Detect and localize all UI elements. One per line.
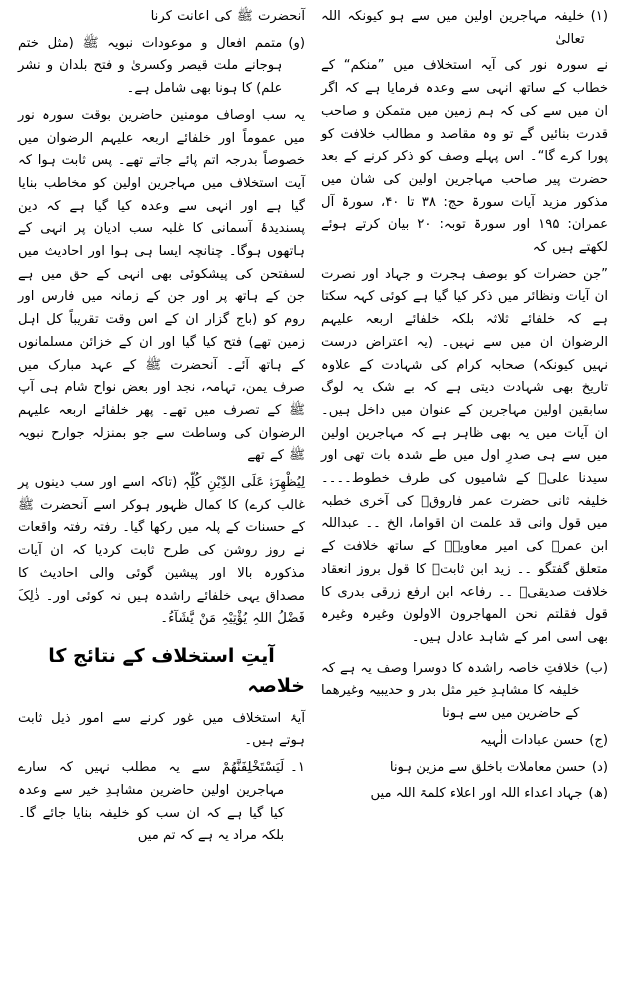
paragraph-text: خلیفہ مہاجرین اولین میں سے ہو کیونکہ اللہ تعالیٰ: [321, 9, 585, 47]
column-left: [10, 6, 313, 980]
list-marker: ۱۔: [290, 760, 305, 776]
paragraph-text: جہاد اعداء اللہ اور اعلاء کلمۃ اللہ میں: [370, 786, 583, 802]
paragraph-block: [321, 730, 608, 753]
paragraph-text: حسن معاملات باخلق سے مزین ہونا: [389, 759, 586, 775]
section-heading: آیتِ استخلاف کے نتائج کا خلاصہ: [48, 644, 305, 698]
list-marker: (ھ): [588, 786, 608, 802]
column-right: [313, 6, 616, 980]
quoted-passage: ”جن حضرات کو بوصف ہجرت و جہاد اور نصرت ان آیات ونظائر میں ذکر کیا گیا ہے کوئی کہہ سکتا ہے کہ خلفائے ثلاثہ بلکہ خلفائے اربعہ علیہم الرضوان ان میں سے نہیں۔ (یہ اعتراض درست نہیں کیونکہ) صحابہ کرام کی شہادت کے علاوہ تاریخ بھی شہادت دیتی ہے کہ بے شک یہ لوگ سابقین اولین مہاجرین کے عنوان میں داخل ہیں۔ ان آیات میں یہ بھی ظاہر ہے کہ مہاجرین اولین میں سے ہی صدرِ اول میں طے شدہ بات تھی اور سیدنا علیؓ کے شامیوں کی طرف خطوط۔۔۔۔ خلیفہ ثانی حضرت عمر فاروقؓ کی آخری خطبہ میں قول وانی قد علمت ان اقواما، الخ ۔۔ عبداللہ ابن عمرؓ کی امیر معاویہؓ کے ساتھ خلافت کے متعلق گفتگو ۔۔ زید ابن ثابتؓ کا قول بروز انعقاد خلافت صدیقیؓ ۔۔ رفاعہ ابن ارفع زرقی بدری کا قول فقلتم نحن المھاجرون الاولون وغیرہ وغیرہ بھی اسی امر کے شاہد عادل ہیں۔: [321, 266, 608, 645]
list-marker: (و): [288, 35, 305, 51]
paragraph-text: خلافتِ خاصہ راشدہ کا دوسرا وصف یہ ہے کہ خلیفہ کا مشاہدِ خیر مثل بدر و حدیبیہ وغیرھما کے حاضرین میں سے ہونا: [321, 660, 580, 722]
list-marker: (ب): [585, 660, 608, 676]
list-marker: (ج): [589, 732, 608, 748]
paragraph-text: لِیُظْھِرَہٗ عَلَی الدِّیْنِ کُلِّہٖ (تاکہ اسے اور سب دینوں پر غالب کرے) کا کمال ظہور ہوکر اسے آنحضرت ﷺ کے حسنات کے پلہ میں رکھا گیا۔ رفتہ رفتہ واقعات نے روز روشن کی طرح ثابت کردیا کہ ان آیات مذکورہ بالا اور پیشین گوئی والی احادیث کا مصداق یہی خلفائے راشدہ ہیں نہ کوئی اور۔ ذٰلِکَ فَضْلُ اللہِ یُؤْتِیْہِ مَنْ یَّشَآءُ۔: [18, 475, 305, 627]
paragraph-text: نے سورہ نور کی آیہ استخلاف میں ”منکم“ کے خطاب کے ساتھ انہی سے وعدہ فرمایا ہے کہ اگر ان میں سے کی کہ ہم زمین میں متمکن و صاحب قدرت بنائیں گے تو وہ مقاصد و مطالب خلافت کو پورا کرے گا“۔ اس پہلے وصف کو ذکر کرنے کے بعد حضرت پیر صاحب مہاجرین اولین کی شان میں مذکور مزید آیات سورۃ حج: ۳۸ تا ۴۰، سورۃ آل عمران: ۱۹۵ اور سورۃ توبہ: ۲۰ بیان کرتے ہوئے لکھتے ہیں کہ: [321, 58, 609, 256]
paragraph-text: آیۂ استخلاف میں غور کرنے سے امور ذیل ثابت ہوتے ہیں۔: [18, 710, 305, 749]
paragraph-block: [18, 33, 305, 101]
paragraph-block: [321, 658, 608, 726]
list-marker: (د): [591, 759, 608, 775]
paragraph-text: حسن عبادات الٰہیہ: [479, 732, 584, 748]
paragraph-text: یہ سب اوصاف مومنین حاضرین بوقت سورہ نور میں عموماً اور خلفائے اربعہ علیہم الرضوان میں خصوصاً بدرجہ اتم پائے جاتے تھے۔ پس ثابت ہوا کہ آیت استخلاف میں مہاجرین اولین کو مخاطب بنایا گیا ہے اور انہی سے وعدہ کیا گیا ہے کہ دین پسندیدۂ آسمانی کا غلبہ سب ادیان پر انہی کے ہاتھوں ہوگا۔ چنانچہ ایسا ہی ہوا اور احادیث میں لسفتحن کی پیشکوئی بھی انہی کے حق میں ہے جن کے ہاتھ پر اور جن کے زمانہ میں فارس اور روم کو (باج گزار ان کے اس وقت تقریباً کل اہل زمین تھے) فتح کیا گیا اور ان کے خزائن مسلمانوں کے ہاتھ آئے۔ آنحضرت ﷺ کے عہد مبارک میں صرف یمن، تہامہ، نجد اور بعض نواح شام ہی آپ ﷺ کے تصرف میں تھے۔ پھر خلفائے اربعہ علیہم الرضوان کی وساطت سے جو بمنزلہ جوارح نبویہ ﷺ کے تھے: [18, 107, 305, 464]
paragraph-text: لَیَسْتَخْلِفَنَّھُمْ سے یہ مطلب نہیں کہ سارے مہاجرین اولین حاضرین مشاہدِ خیر سے وعدہ کیا گیا ہے کہ ان سب کو خلیفہ بنایا جائے گا۔ بلکہ مراد یہ ہے کہ تم میں: [18, 760, 285, 844]
paragraph-block: [321, 757, 608, 780]
paragraph-block: [321, 6, 608, 51]
paragraph-text: متمم افعال و موعودات نبویہ ﷺ (مثل ختم ہوجانے ملت قیصر وکسریٰ و فتح بلدان و نشر علم) کا ہونا بھی شامل ہے۔: [18, 35, 283, 97]
list-marker: (۱): [590, 9, 608, 24]
paragraph-text: آنحضرت ﷺ کی اعانت کرنا: [150, 9, 305, 24]
paragraph-block: [18, 757, 305, 848]
paragraph-block: [321, 783, 608, 806]
